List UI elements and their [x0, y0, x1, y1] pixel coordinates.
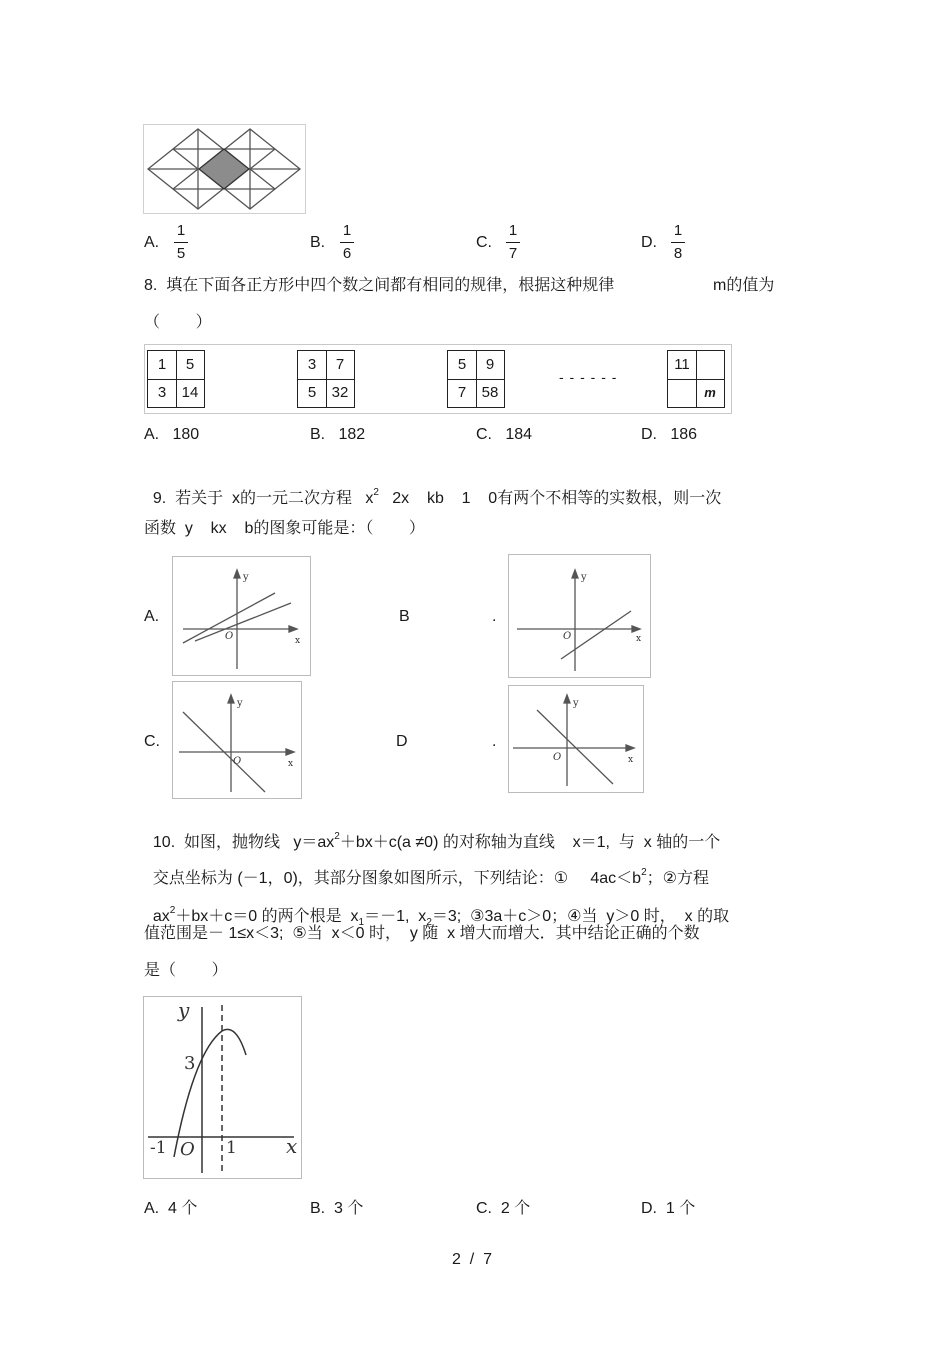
q7-option-d-letter: D. [641, 234, 657, 251]
q9d-y-label: y [573, 698, 579, 709]
q10-option-b: B. 3 个 [310, 1200, 364, 1217]
q10-l3-sup: 2 [169, 905, 176, 916]
q10-line2 [144, 849, 709, 891]
q9c-origin: O [233, 756, 242, 767]
q8-sq3-br: 58 [481, 384, 499, 401]
q7-option-c-letter: C. [476, 234, 492, 251]
q8-stem-line1: 8. 填在下面各正方形中四个数之间都有相同的规律，根据这种规律 [144, 277, 615, 294]
q10-graph-y: y [178, 998, 190, 1022]
q9-stem-line2: 函数 y kx b的图象可能是：（ ） [144, 520, 425, 537]
q9-stem-b: 2x kb 1 0有两个不相等的实数根，则一次 [378, 490, 722, 507]
q9-graph-c [172, 681, 302, 799]
q8-number-squares [144, 344, 732, 414]
q10-option-d: D. 1 个 [641, 1200, 696, 1217]
q10-graph-origin: O [180, 1139, 195, 1160]
q7-option-c-fraction [505, 222, 521, 263]
q8-sq2-tl: 3 [307, 356, 317, 373]
q10-l1-sup: 2 [334, 831, 340, 842]
q10-graph-x: x [286, 1134, 298, 1158]
q9-graph-d [508, 685, 644, 793]
q10-l3-sub1: 1 [358, 917, 365, 928]
q10-l3-sub2: 2 [426, 917, 432, 928]
q8-sq4-bl [668, 379, 696, 407]
q9b-y-label: y [581, 572, 587, 583]
q9b-x-label: x [636, 634, 642, 644]
q9-stem-line1 [144, 469, 721, 511]
q10-line5: 是（ ） [144, 962, 228, 979]
q10-graph-neg-one: -1 [150, 1138, 167, 1158]
q7-option-a-fraction [173, 222, 189, 263]
q10-l3-a: ax [152, 908, 170, 925]
q9-label-a: A. [144, 608, 160, 625]
q8-square-1 [147, 350, 205, 408]
q7-option-b-num: 1 [342, 222, 352, 239]
q8-option-d: D. 186 [641, 426, 698, 443]
q10-parabola-graph [143, 996, 302, 1179]
q9-label-c: C. [144, 733, 160, 750]
q9a-origin: O [225, 631, 234, 642]
q9d-origin: O [553, 752, 562, 763]
q9-label-b: B [399, 608, 410, 625]
q10-line4: 值范围是－ 1≤x＜3; ⑤当 x＜0 时， y 随 x 增大而增大．其中结论正确的个数 [144, 925, 700, 942]
q9-stem-a: 9. 若关于 x的一元二次方程 x [152, 490, 374, 507]
q7-diamond-figure [143, 124, 306, 214]
q8-stem-line2: （ ） [144, 314, 212, 331]
q9-label-d: D [396, 733, 408, 750]
q8-option-b: B. 182 [310, 426, 366, 443]
q8-ellipsis: - - - - - - [559, 369, 618, 385]
q8-sq4-tr [696, 351, 724, 379]
q9-graph-a [172, 556, 311, 676]
q8-sq1-bl: 3 [157, 384, 167, 401]
q7-option-d-den: 8 [673, 245, 683, 262]
q10-graph-three: 3 [184, 1053, 196, 1074]
q10-l3-d: ＝3; ③3a＋c＞0；④当 y＞0 时， x 的取 [431, 908, 730, 925]
q7-option-d-num: 1 [673, 222, 683, 239]
q9-stem-sup: 2 [373, 487, 379, 498]
q10-option-c: C. 2 个 [476, 1200, 531, 1217]
q7-option-a-den: 5 [176, 245, 186, 262]
q7-option-a-num: 1 [176, 222, 186, 239]
q10-l2-b: ；②方程 [646, 870, 709, 887]
q9-label-b-dot: . [492, 608, 497, 625]
q9-label-d-dot: . [492, 733, 497, 750]
q8-sq3-tl: 5 [457, 356, 467, 373]
q10-l2-sup: 2 [641, 867, 647, 878]
q8-sq3-tr: 9 [485, 356, 495, 373]
q9a-y-label: y [243, 572, 249, 583]
q10-l3-c: ＝－1, x [364, 908, 427, 925]
q7-shaded-region [199, 149, 249, 189]
q8-sq3-bl: 7 [457, 384, 467, 401]
q10-l2-a: 交点坐标为 (－1，0)，其部分图象如图所示，下列结论：① 4ac＜b [152, 870, 642, 887]
q8-option-c: C. 184 [476, 426, 533, 443]
q8-square-3 [447, 350, 505, 408]
q8-sq4-tl: 11 [674, 356, 690, 373]
q9d-x-label: x [628, 755, 634, 765]
q7-option-c-den: 7 [508, 245, 518, 262]
q10-option-a: A. 4 个 [144, 1200, 198, 1217]
q7-option-b-fraction [339, 222, 355, 263]
page-number: 2 / 7 [452, 1251, 493, 1268]
q9a-x-label: x [295, 636, 301, 646]
q8-sq1-br: 14 [181, 384, 199, 401]
q8-square-4 [667, 350, 725, 408]
q7-option-d-fraction [670, 222, 686, 263]
q7-option-a-letter: A. [144, 234, 160, 251]
q8-sq2-br: 32 [331, 384, 349, 401]
q8-square-2 [297, 350, 355, 408]
q9-graph-b [508, 554, 651, 678]
q8-sq1-tl: 1 [157, 356, 167, 373]
q8-sq4-br: m [704, 385, 716, 400]
q8-sq2-tr: 7 [335, 356, 345, 373]
q8-stem-line1-end: m的值为 [713, 277, 775, 294]
q8-option-a: A. 180 [144, 426, 200, 443]
q8-sq2-bl: 5 [307, 384, 317, 401]
q7-option-c-num: 1 [508, 222, 518, 239]
q9b-origin: O [563, 631, 572, 642]
q10-graph-one: 1 [226, 1138, 237, 1158]
q10-l3-b: ＋bx＋c＝0 的两个根是 x [175, 908, 359, 925]
q8-sq1-tr: 5 [185, 356, 195, 373]
q7-option-b-letter: B. [310, 234, 326, 251]
q10-line3 [144, 887, 729, 929]
q9c-y-label: y [237, 698, 243, 709]
q9c-x-label: x [288, 759, 294, 769]
q10-l1-b: ＋bx＋c(a ≠0) 的对称轴为直线 x＝1, 与 x 轴的一个 [339, 834, 721, 851]
q10-l1-a: 10. 如图，抛物线 y＝ax [152, 834, 335, 851]
q7-option-b-den: 6 [342, 245, 352, 262]
